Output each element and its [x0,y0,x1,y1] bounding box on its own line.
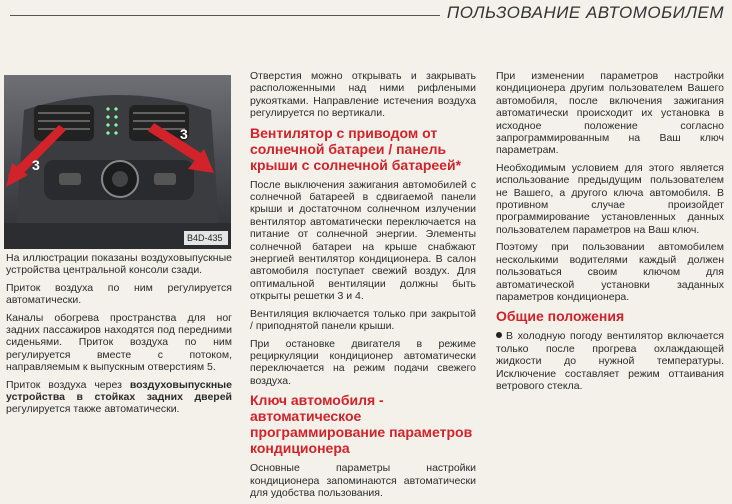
figure-code: B4D-435 [187,233,223,243]
paragraph: Вентиляция включается только при закрытой / приподнятой панели крыши. [250,307,476,333]
column-right [496,70,724,397]
section-heading: Общие положения [496,308,625,325]
paragraph [6,379,232,416]
paragraph: При остановке двигателя в режиме рециркуляции кондиционер автоматически переключается на режим подачи свежего воздуха. [250,337,476,387]
column-left [6,252,232,421]
page-header-title: ПОЛЬЗОВАНИЕ АВТОМОБИЛЕМ [446,3,724,22]
left-vent [34,105,94,141]
paragraph: После выключения зажигания автомобилей с солнечной батареей в сдвигаемой панели крыши и достаточном солнечном излучении вентилятор автоматически переключается на питание от солнечной энергии. Элементы солнечной батареи на крыше снабжают энергией вентилятор кондиционера. В салон автомобиля поступает свежий воздух. Для оптимальной вентиляции должны быть открыты решетки 3 и 4. [250,178,476,303]
paragraph: Каналы обогрева пространства для ног задних пассажиров находятся под передними сиденьями. Приток воздуха по ним регулируется вместе с потоком, направляемым к выпускным отверстиям 5. [6,311,232,374]
bold-term: воздуховыпускные устройства в стойках задних дверей [6,378,232,404]
callout-left: 3 [32,157,40,173]
paragraph: Поэтому при пользовании автомобилем несколькими водителями каждый должен пользоваться своим ключом для автоматической установки заданных параметров кондиционера. [496,241,724,303]
bullet-item [496,330,724,392]
callout-right: 3 [180,126,188,142]
paragraph: Необходимым условием для этого является использование предыдущим пользователем не Вашего, а другого ключа автомобиля. В противном случае произойдет программирование установленных данных пользователем параметров на Ваш ключ. [496,161,724,236]
bullet-icon [496,332,502,338]
paragraph: Приток воздуха по ним регулируется автоматически. [6,281,232,307]
paragraph: Отверстия можно открывать и закрывать расположенными над ними рифлеными рукоятками. Направление истечения воздуха регулируется по вертикали. [250,70,476,120]
column-middle [250,70,476,504]
bullet-text: В холодную погоду вентилятор включается только после прогрева охлаждающей жидкости до нужной температуры. Исключение составляет режим оттаивания ветрового стекла. [496,330,724,392]
section-heading: Вентилятор с приводом от солнечной батареи / панель крыши с солнечной батареей* [250,124,462,173]
paragraph: При изменении параметров настройки кондиционера другим пользователем Вашего автомобиля, после включения зажигания автоматически происходит их установка в исходное положение согласно запрограммированным на Ваш ключ параметрам. [496,70,724,157]
paragraph: Основные параметры настройки кондиционера запоминаются автоматически для удобства пользования. [250,462,476,499]
text-run: Приток воздуха через [6,378,130,391]
section-heading: Ключ автомобиля - автоматическое программирование параметров кондиционера [250,392,473,457]
rear-console-vents-photo [4,75,231,249]
vents-illustration [4,75,231,249]
header-rule [10,15,440,16]
paragraph: На иллюстрации показаны воздуховыпускные устройства центральной консоли сзади. [6,252,232,277]
text-run: регулируется также автоматически. [6,403,180,416]
